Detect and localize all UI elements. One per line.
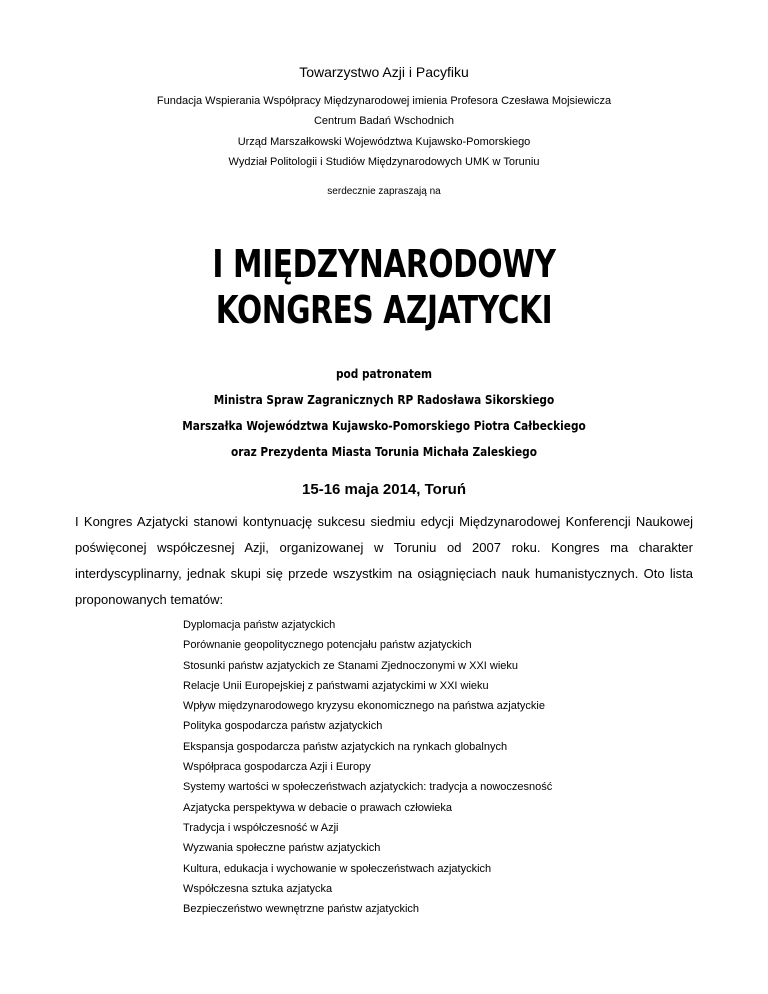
main-organizer: Towarzystwo Azji i Pacyfiku [299,64,469,80]
title-line-1: I MIĘDZYNARODOWY [212,242,556,286]
topic-item: Polityka gospodarcza państw azjatyckich [183,720,383,733]
topic-item: Wpływ międzynarodowego kryzysu ekonomicznego na państwa azjatyckie [183,700,545,713]
co-organizer: Centrum Badań Wschodnich [313,115,454,128]
topic-item: Ekspansja gospodarcza państw azjatyckich na rynkach globalnych [183,740,508,753]
topic-item: Wyzwania społeczne państw azjatyckich [183,842,381,855]
topic-item: Bezpieczeństwo wewnętrzne państw azjatyckich [183,903,420,916]
topic-item: Dyplomacja państw azjatyckich [183,619,336,631]
co-organizer: Fundacja Wspierania Współpracy Międzynarodowej imienia Profesora Czesława Mojsiewicza [156,95,612,107]
patron-line: oraz Prezydenta Miasta Torunia Michała Zaleskiego [231,445,537,459]
intro-paragraph: I Kongres Azjatycki stanowi kontynuację sukcesu siedmiu edycji Międzynarodowej Konferencji Naukowej poświęconej współczesnej Azji, organizowanej w Toruniu od 2007 roku. Kongres ma charakter interdyscyplinarny, jednak skupi się przede wszystkim na osiągnięciach nauk humanistycznych. Oto lista proponowanych tematów: [75,514,693,607]
congress-title [84,241,683,333]
co-organizer: Urząd Marszałkowski Województwa Kujawsko-Pomorskiego [237,135,531,148]
topic-item: Azjatycka perspektywa w debacie o prawach człowieka [183,801,453,814]
topic-item: Współczesna sztuka azjatycka [183,882,333,895]
topic-item: Stosunki państw azjatyckich ze Stanami Zjednoczonymi w XXI wieku [183,659,519,672]
patron-line: Ministra Spraw Zagranicznych RP Radosława Sikorskiego [213,393,555,407]
topic-item: Kultura, edukacja i wychowanie w społeczeństwach azjatyckich [183,862,492,875]
topic-item: Tradycja i współczesność w Azji [183,821,339,834]
topics-list [183,615,683,919]
patronage-heading: pod patronatem [335,367,433,381]
topic-item: Systemy wartości w społeczeństwach azjatyckich: tradycja a nowoczesność [183,781,553,794]
co-organizer: Wydział Politologii i Studiów Międzynarodowych UMK w Toruniu [228,155,540,168]
event-date-place: 15-16 maja 2014, Toruń [302,481,466,498]
topic-item: Porównanie geopolitycznego potencjału państw azjatyckich [183,639,472,652]
invitation-text: serdecznie zapraszają na [327,186,441,197]
topic-item: Współpraca gospodarcza Azji i Europy [183,761,371,774]
co-organizers-list [0,91,768,172]
title-line-2: KONGRES AZJATYCKI [215,288,553,332]
patronage-block [0,361,768,465]
patron-line: Marszałka Województwa Kujawsko-Pomorskiego Piotra Całbeckiego [182,419,586,433]
topic-item: Relacje Unii Europejskiej z państwami azjatyckimi w XXI wieku [183,679,489,692]
